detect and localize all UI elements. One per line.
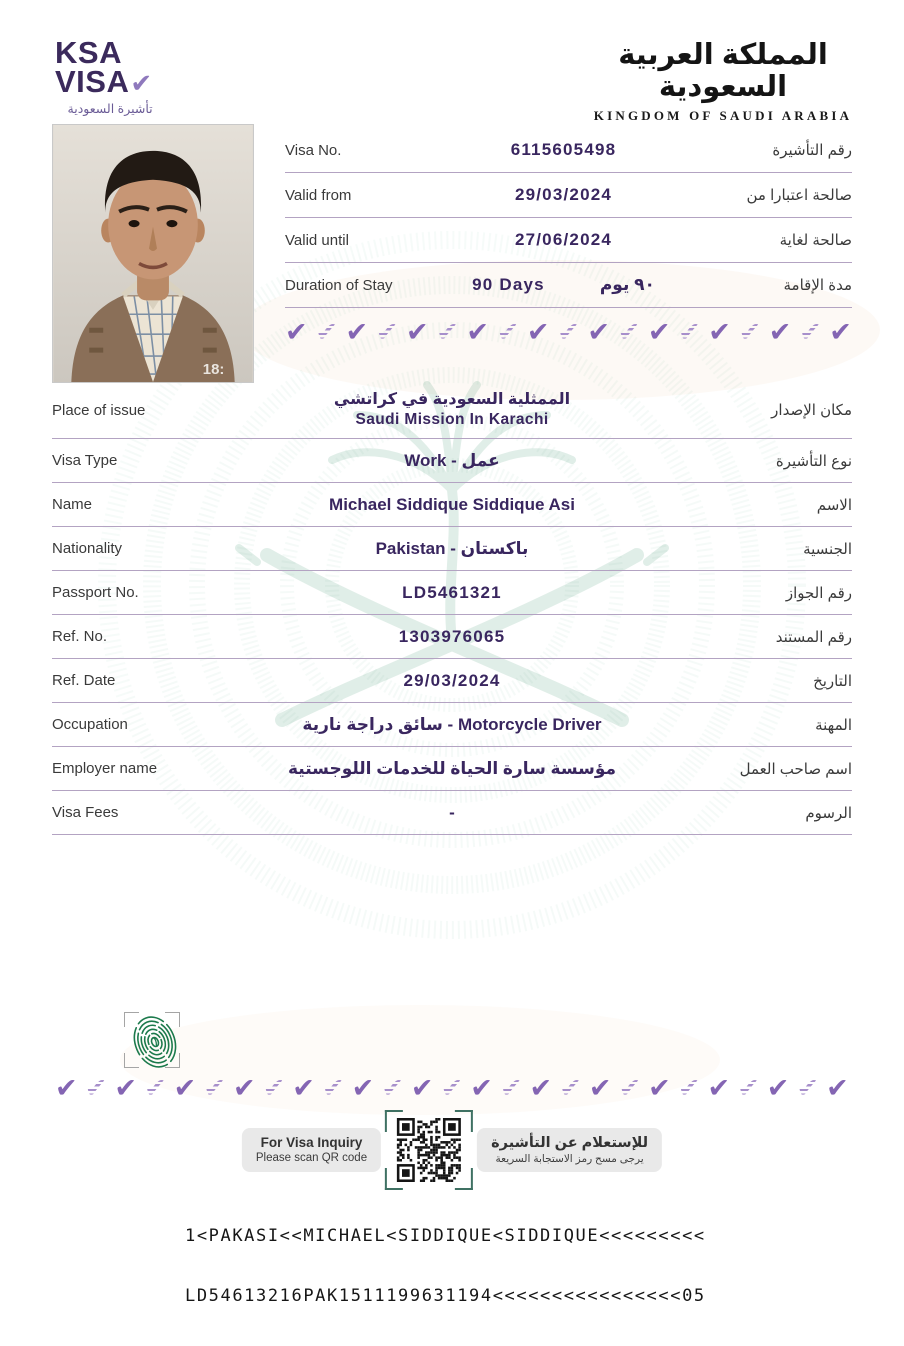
valid-from-value: 29/03/2024: [514, 185, 613, 204]
field-label-ar: رقم التأشيرة: [772, 142, 852, 159]
field-label-en: Ref. Date: [52, 672, 116, 689]
check-icon: ✔: [499, 1072, 523, 1103]
field-row-ref-date: [52, 659, 852, 703]
check-icon: ✔: [381, 1072, 404, 1103]
kingdom-title-english: KINGDOM OF SAUDI ARABIA: [593, 107, 853, 123]
photo-timestamp: 18:: [202, 361, 225, 379]
check-icon: ✔: [375, 316, 399, 347]
field-label-en: Visa No.: [285, 141, 342, 159]
inquiry-title-en: For Visa Inquiry: [260, 1134, 363, 1150]
field-label-en: Visa Type: [52, 452, 118, 469]
place-of-issue-arabic: الممثلية السعودية في كراتشي: [333, 390, 571, 408]
fingerprint-icon: [127, 1013, 183, 1071]
field-label-ar: صالحة اعتبارا من: [746, 187, 852, 204]
field-label-ar: صالحة لغاية: [779, 232, 852, 249]
visa-type-value: عمل - Work: [404, 450, 500, 470]
check-icon: ✔: [55, 1072, 78, 1103]
check-icon: ✔: [708, 316, 731, 347]
field-row-name: [52, 483, 852, 527]
check-icon: ✔: [766, 1072, 790, 1103]
check-icon: ✔: [173, 1072, 197, 1103]
fingerprint-scan: [124, 1012, 180, 1068]
field-label-ar: اسم صاحب العمل: [739, 760, 852, 778]
field-row-duration: [285, 263, 852, 308]
check-icon: ✔: [559, 1072, 582, 1103]
qr-code-image: [397, 1118, 461, 1182]
check-icon: ✔: [315, 316, 338, 347]
field-label-ar: مدة الإقامة: [783, 277, 852, 294]
checkmark-band-bottom: [55, 1068, 849, 1108]
ksa-visa-logo: [55, 35, 153, 116]
check-icon: ✔: [737, 1072, 760, 1103]
field-row-occupation: [52, 703, 852, 747]
field-label-ar: الرسوم: [805, 804, 852, 822]
occupation-value: Motorcycle Driver - سائق دراجة نارية: [302, 714, 602, 734]
ref-number-value: 1303976065: [398, 626, 506, 646]
duration-value-en: 90 Days: [472, 275, 545, 294]
check-icon: ✔: [557, 316, 580, 347]
check-icon: ✔: [529, 1072, 553, 1103]
check-icon: ✔: [798, 316, 822, 347]
check-icon: ✔: [588, 1072, 612, 1103]
field-row-valid-from: [285, 173, 852, 218]
field-label-ar: التاريخ: [813, 672, 852, 690]
check-icon: ✔: [285, 316, 308, 347]
kingdom-calligraphy-arabic: المملكة العربية السعودية: [618, 39, 828, 103]
field-row-valid-until: [285, 218, 852, 263]
check-icon: ✔: [648, 1072, 671, 1103]
place-of-issue-value: [267, 390, 637, 431]
visa-inquiry-section: [242, 1114, 662, 1186]
check-icon: ✔: [647, 316, 671, 347]
field-row-employer: [52, 747, 852, 791]
logo-text-ksa: KSA: [55, 35, 122, 70]
field-label-en: Name: [52, 496, 93, 513]
duration-value-ar: ٩٠ يوم: [599, 275, 655, 294]
field-row-visa-no: [285, 128, 852, 173]
field-label-ar: نوع التأشيرة: [775, 452, 852, 470]
inquiry-title-ar: للإستعلام عن التأشيرة: [491, 1134, 649, 1151]
check-icon: ✔: [796, 1072, 820, 1103]
mrz-line-2: LD54613216PAK1511199631194<<<<<<<<<<<<<<<<05: [185, 1286, 706, 1306]
field-row-passport-no: [52, 571, 852, 615]
nationality-value: باكستان - Pakistan: [375, 538, 529, 558]
check-icon: ✔: [143, 1072, 167, 1103]
passport-number-value: LD5461321: [402, 582, 502, 602]
check-icon: ✔: [203, 1072, 226, 1103]
portrait-image: [53, 125, 253, 382]
field-label-en: Visa Fees: [52, 804, 119, 821]
kingdom-header: [588, 40, 858, 124]
checkmark-band-top: [285, 312, 852, 352]
field-label-en: Employer name: [52, 760, 158, 777]
inquiry-label-arabic: [477, 1128, 662, 1172]
check-icon: ✔: [707, 1072, 731, 1103]
mrz-zone: [185, 1186, 706, 1346]
check-icon: ✔: [470, 1072, 493, 1103]
check-icon: ✔: [678, 316, 701, 347]
field-label-ar: الجنسية: [803, 540, 852, 558]
check-icon: ✔: [496, 316, 520, 347]
inquiry-subtitle-en: Please scan QR code: [255, 1152, 368, 1165]
field-label-en: Valid from: [285, 186, 352, 204]
field-label-en: Valid until: [285, 231, 349, 249]
field-label-ar: رقم المستند: [775, 628, 852, 646]
check-icon: ✔: [587, 316, 610, 347]
employer-name-value: مؤسسة سارة الحياة للخدمات اللوجستية: [287, 758, 617, 778]
field-label-ar: رقم الجواز: [785, 584, 852, 602]
check-icon: ✔: [829, 316, 852, 347]
check-icon: ✔: [262, 1072, 286, 1103]
check-icon: ✔: [114, 1072, 137, 1103]
field-label-ar: مكان الإصدار: [771, 402, 852, 419]
qr-frame-corner: [385, 1110, 403, 1132]
check-icon: ✔: [436, 316, 459, 347]
check-icon: ✔: [768, 316, 792, 347]
logo-subtitle-arabic: تأشيرة السعودية: [67, 101, 153, 116]
check-icon: ✔: [826, 1072, 849, 1103]
check-icon: ✔: [405, 316, 429, 347]
field-row-nationality: [52, 527, 852, 571]
field-label-en: Nationality: [52, 540, 123, 557]
field-row-visa-type: [52, 439, 852, 483]
visa-summary-table: [285, 128, 852, 308]
check-icon: ✔: [618, 1072, 642, 1103]
visa-details-table: [52, 382, 852, 835]
check-icon: ✔: [84, 1072, 108, 1103]
logo-check-icon: ✔: [130, 68, 153, 99]
check-icon: ✔: [440, 1072, 464, 1103]
check-icon: ✔: [410, 1072, 434, 1103]
field-label-ar: المهنة: [815, 716, 852, 734]
check-icon: ✔: [617, 316, 641, 347]
check-icon: ✔: [466, 316, 490, 347]
field-row-ref-no: [52, 615, 852, 659]
check-icon: ✔: [321, 1072, 345, 1103]
field-label-en: Passport No.: [52, 584, 139, 601]
check-icon: ✔: [738, 316, 762, 347]
duration-value: [435, 275, 692, 295]
field-row-visa-fees: [52, 791, 852, 835]
qr-code: [393, 1114, 465, 1186]
logo-text-visa: VISA✔: [55, 64, 153, 100]
field-label-en: Place of issue: [52, 401, 146, 419]
mrz-line-1: 1<PAKASI<<MICHAEL<SIDDIQUE<SIDDIQUE<<<<<<<<<: [185, 1226, 706, 1246]
applicant-photo: [52, 124, 254, 383]
field-row-place-of-issue: [52, 382, 852, 439]
check-icon: ✔: [232, 1072, 256, 1103]
field-label-ar: الاسم: [816, 496, 852, 514]
field-label-en: Ref. No.: [52, 628, 108, 645]
check-icon: ✔: [351, 1072, 375, 1103]
check-icon: ✔: [677, 1072, 701, 1103]
visa-fees-value: -: [449, 802, 455, 822]
inquiry-subtitle-ar: يرجى مسح رمز الاستجابة السريعة: [495, 1152, 644, 1165]
field-label-en: Duration of Stay: [285, 276, 393, 294]
visa-number-value: 6115605498: [510, 140, 617, 159]
field-label-en: Occupation: [52, 716, 128, 733]
check-icon: ✔: [526, 316, 550, 347]
check-icon: ✔: [345, 316, 369, 347]
ref-date-value: 29/03/2024: [403, 670, 501, 690]
inquiry-label-english: [242, 1128, 381, 1172]
check-icon: ✔: [292, 1072, 315, 1103]
valid-until-value: 27/06/2024: [514, 230, 613, 249]
name-value: Michael Siddique Siddique Asi: [329, 494, 575, 514]
place-of-issue-english: Saudi Mission In Karachi: [355, 411, 549, 429]
qr-frame-corner: [455, 1110, 473, 1132]
